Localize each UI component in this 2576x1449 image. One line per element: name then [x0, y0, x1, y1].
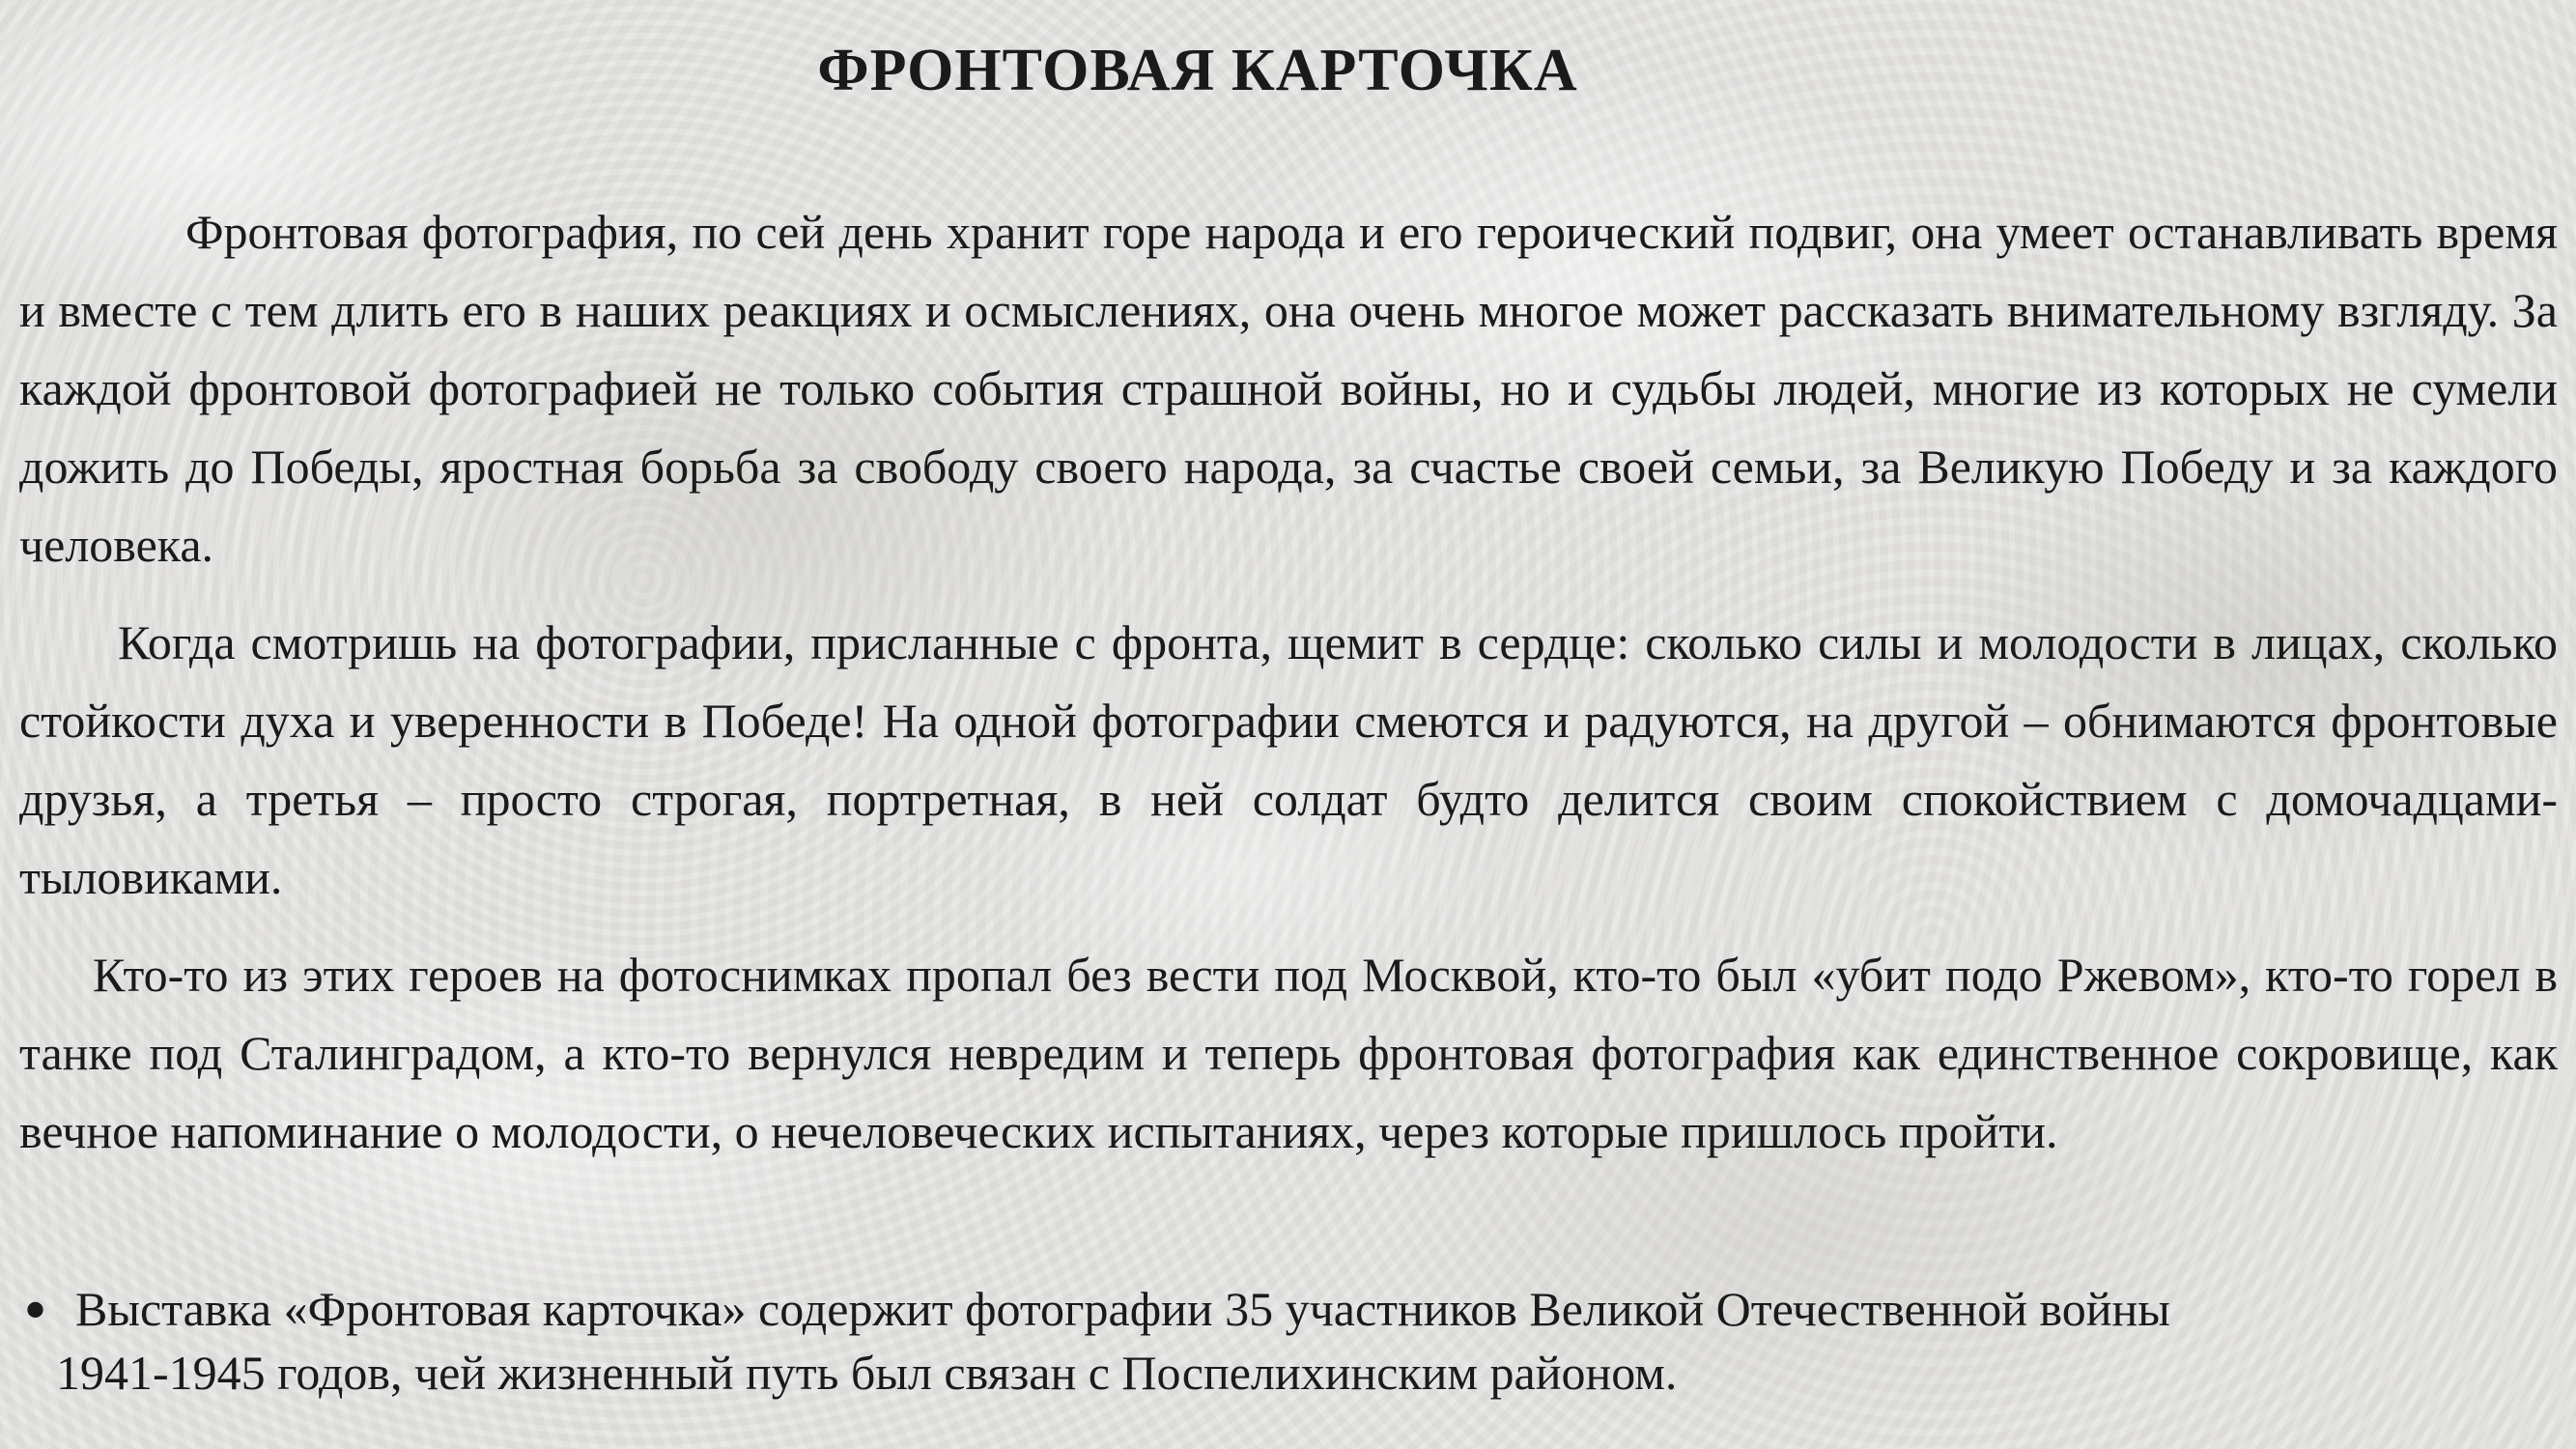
bullet-icon: • [19, 1281, 52, 1344]
paragraph-3: Кто-то из этих героев на фотоснимках пропал без вести под Москвой, кто-то был «убит подо Ржевом», кто-то горел в танке под Сталинградом, а кто-то вернулся невредим и теперь фронтовая фотография как единственное сокровище, как вечное напоминание о молодости, о нечеловеческих испытаниях, через которые пришлось пройти. [19, 948, 2558, 1158]
bullet-line-2: 1941-1945 годов, чей жизненный путь был связан с Поспелихинским районом. [56, 1346, 1678, 1400]
slide-title: ФРОНТОВАЯ КАРТОЧКА [817, 38, 1578, 103]
bullet-line-1: Выставка «Фронтовая карточка» содержит фотографии 35 участников Великой Отечественной войны [75, 1282, 2170, 1336]
paragraph-2: Когда смотришь на фотографии, присланные с фронта, щемит в сердце: сколько силы и молодости в лицах, сколько стойкости духа и уверенности в Победе! На одной фотографии смеются и радуются, на другой – обнимаются фронтовые друзья, а третья – просто строгая, портретная, в ней солдат будто делится своим спокойствием с домочадцами-тыловиками. [19, 615, 2558, 904]
bullet-text [19, 1277, 2531, 1405]
bullet-item [19, 1277, 2531, 1405]
body-text [19, 193, 2558, 1171]
paragraph-1: Фронтовая фотография, по сей день хранит горе народа и его героический подвиг, она умеет останавливать время и вместе с тем длить его в наших реакциях и осмыслениях, она очень многое может рассказать внимательному взгляду. За каждой фронтовой фотографией не только события страшной войны, но и судьбы людей, многие из которых не сумели дожить до Победы, яростная борьба за свободу своего народа, за счастье своей семьи, за Великую Победу и за каждого человека. [19, 205, 2558, 572]
